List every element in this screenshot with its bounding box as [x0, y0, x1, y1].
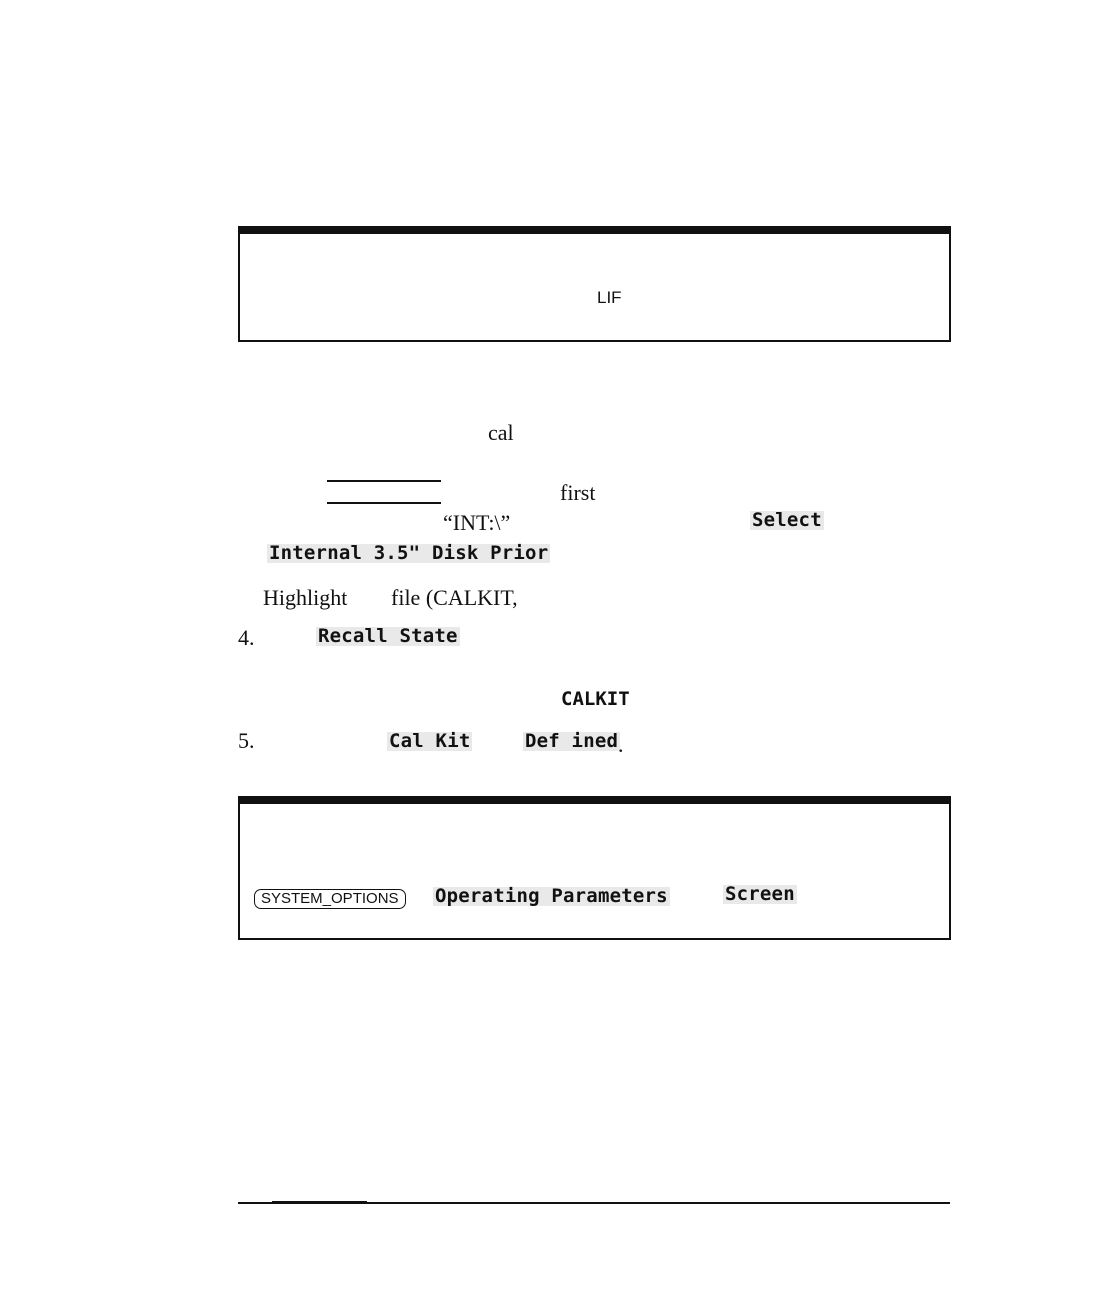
select-softkey[interactable]: Select — [752, 509, 822, 531]
note-box-top — [238, 226, 951, 342]
period-text: . — [618, 732, 624, 757]
screen-softkey[interactable]: Screen — [725, 883, 795, 905]
calkit-mono-text: CALKIT — [561, 688, 630, 710]
first-text: first — [560, 480, 596, 505]
operating-parameters-softkey[interactable]: Operating Parameters — [435, 885, 668, 907]
step-5-number: 5. — [238, 728, 255, 753]
system-options-hardkey[interactable]: SYSTEM_OPTIONS — [254, 889, 406, 909]
recall-state-softkey[interactable]: Recall State — [318, 625, 458, 647]
footer-rule-accent — [272, 1201, 367, 1204]
cal-text: cal — [488, 420, 514, 445]
defined-softkey[interactable]: Def ined — [525, 730, 619, 752]
note-box-bottom-bar — [238, 796, 951, 804]
file-calkit-text: file (CALKIT, — [391, 585, 518, 610]
note-box-top-bar — [238, 226, 951, 234]
note-box-bottom — [238, 796, 951, 940]
int-path-text: “INT:\” — [443, 510, 511, 535]
step-4-number: 4. — [238, 625, 255, 650]
highlight-text: Highlight — [263, 585, 348, 610]
lif-text: LIF — [597, 288, 622, 307]
cal-kit-softkey[interactable]: Cal Kit — [389, 730, 471, 752]
key-underline-2 — [327, 502, 441, 504]
key-underline-1 — [327, 480, 441, 482]
internal-disk-prior-softkey[interactable]: Internal 3.5" Disk Prior — [269, 542, 549, 564]
